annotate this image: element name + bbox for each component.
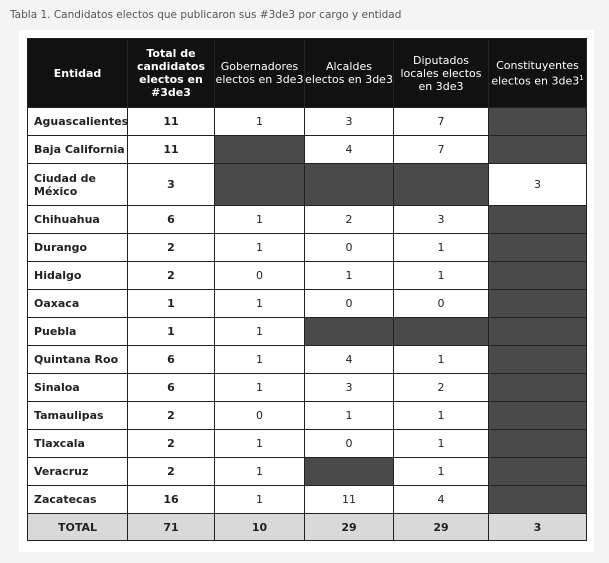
table-row bbox=[28, 458, 587, 486]
cell-constituyentes bbox=[489, 458, 587, 486]
cell-gobernadores: 1 bbox=[215, 458, 305, 486]
cell-total: 1 bbox=[128, 290, 215, 318]
cell-alcaldes bbox=[305, 164, 394, 206]
header-alcaldes: Alcaldes electos en 3de3 bbox=[305, 39, 394, 108]
cell-gobernadores: 1 bbox=[215, 374, 305, 402]
totals-alcaldes: 29 bbox=[305, 514, 394, 541]
cell-diputados bbox=[394, 164, 489, 206]
cell-entidad: Veracruz bbox=[28, 458, 128, 486]
table-row bbox=[28, 374, 587, 402]
table-row bbox=[28, 136, 587, 164]
cell-gobernadores: 1 bbox=[215, 234, 305, 262]
cell-total: 6 bbox=[128, 374, 215, 402]
cell-total: 11 bbox=[128, 136, 215, 164]
cell-entidad: Aguascalientes bbox=[28, 108, 128, 136]
cell-total: 16 bbox=[128, 486, 215, 514]
cell-alcaldes: 3 bbox=[305, 374, 394, 402]
header-entidad: Entidad bbox=[28, 39, 128, 108]
cell-diputados: 1 bbox=[394, 458, 489, 486]
cell-entidad: Zacatecas bbox=[28, 486, 128, 514]
cell-constituyentes bbox=[489, 486, 587, 514]
header-total: Total de candidatos electos en #3de3 bbox=[128, 39, 215, 108]
cell-alcaldes: 0 bbox=[305, 234, 394, 262]
footnote-marker: 1 bbox=[579, 73, 584, 82]
table-row bbox=[28, 346, 587, 374]
cell-entidad: Hidalgo bbox=[28, 262, 128, 290]
cell-total: 1 bbox=[128, 318, 215, 346]
table-row bbox=[28, 262, 587, 290]
table-card bbox=[19, 30, 594, 552]
cell-diputados: 1 bbox=[394, 234, 489, 262]
cell-gobernadores: 1 bbox=[215, 430, 305, 458]
cell-gobernadores: 1 bbox=[215, 290, 305, 318]
cell-alcaldes: 0 bbox=[305, 430, 394, 458]
cell-entidad: Sinaloa bbox=[28, 374, 128, 402]
cell-alcaldes: 4 bbox=[305, 136, 394, 164]
cell-alcaldes: 1 bbox=[305, 402, 394, 430]
cell-entidad: Chihuahua bbox=[28, 206, 128, 234]
cell-gobernadores bbox=[215, 164, 305, 206]
cell-diputados: 1 bbox=[394, 402, 489, 430]
cell-diputados: 4 bbox=[394, 486, 489, 514]
cell-alcaldes: 3 bbox=[305, 108, 394, 136]
table-row bbox=[28, 430, 587, 458]
totals-row bbox=[28, 514, 587, 541]
cell-gobernadores: 1 bbox=[215, 318, 305, 346]
cell-alcaldes: 0 bbox=[305, 290, 394, 318]
cell-constituyentes bbox=[489, 136, 587, 164]
cell-gobernadores: 1 bbox=[215, 486, 305, 514]
cell-total: 2 bbox=[128, 458, 215, 486]
table-body bbox=[28, 108, 587, 514]
table-caption: Tabla 1. Candidatos electos que publicaron sus #3de3 por cargo y entidad bbox=[10, 9, 402, 21]
cell-entidad: Tlaxcala bbox=[28, 430, 128, 458]
cell-entidad: Ciudad de México bbox=[28, 164, 128, 206]
cell-constituyentes bbox=[489, 108, 587, 136]
table-row bbox=[28, 290, 587, 318]
cell-gobernadores: 0 bbox=[215, 262, 305, 290]
table-row bbox=[28, 108, 587, 136]
cell-gobernadores bbox=[215, 136, 305, 164]
cell-diputados: 0 bbox=[394, 290, 489, 318]
cell-total: 6 bbox=[128, 206, 215, 234]
table-header-row bbox=[28, 39, 587, 108]
cell-total: 2 bbox=[128, 262, 215, 290]
cell-constituyentes bbox=[489, 318, 587, 346]
cell-diputados: 3 bbox=[394, 206, 489, 234]
cell-gobernadores: 1 bbox=[215, 346, 305, 374]
table-row bbox=[28, 318, 587, 346]
cell-constituyentes bbox=[489, 430, 587, 458]
cell-entidad: Tamaulipas bbox=[28, 402, 128, 430]
cell-alcaldes bbox=[305, 458, 394, 486]
cell-diputados: 7 bbox=[394, 108, 489, 136]
cell-diputados: 2 bbox=[394, 374, 489, 402]
cell-alcaldes: 11 bbox=[305, 486, 394, 514]
cell-total: 2 bbox=[128, 402, 215, 430]
cell-gobernadores: 1 bbox=[215, 206, 305, 234]
cell-alcaldes: 1 bbox=[305, 262, 394, 290]
cell-alcaldes: 4 bbox=[305, 346, 394, 374]
cell-diputados: 1 bbox=[394, 346, 489, 374]
cell-constituyentes bbox=[489, 234, 587, 262]
totals-total: 71 bbox=[128, 514, 215, 541]
cell-entidad: Durango bbox=[28, 234, 128, 262]
totals-constituyentes: 3 bbox=[489, 514, 587, 541]
cell-entidad: Quintana Roo bbox=[28, 346, 128, 374]
totals-diputados: 29 bbox=[394, 514, 489, 541]
cell-total: 2 bbox=[128, 430, 215, 458]
cell-gobernadores: 1 bbox=[215, 108, 305, 136]
cell-constituyentes bbox=[489, 374, 587, 402]
cell-constituyentes bbox=[489, 262, 587, 290]
table-row bbox=[28, 164, 587, 206]
cell-entidad: Puebla bbox=[28, 318, 128, 346]
cell-constituyentes bbox=[489, 402, 587, 430]
cell-entidad: Oaxaca bbox=[28, 290, 128, 318]
totals-label: TOTAL bbox=[28, 514, 128, 541]
cell-diputados: 1 bbox=[394, 430, 489, 458]
header-diputados: Diputados locales electos en 3de3 bbox=[394, 39, 489, 108]
table-row bbox=[28, 234, 587, 262]
header-constituyentes: Constituyentes electos en $3de3^1$ bbox=[489, 39, 587, 108]
cell-total: 11 bbox=[128, 108, 215, 136]
header-gobernadores: Gobernadores electos en 3de3 bbox=[215, 39, 305, 108]
candidates-table bbox=[27, 38, 587, 541]
table-row bbox=[28, 206, 587, 234]
cell-diputados: 1 bbox=[394, 262, 489, 290]
cell-constituyentes bbox=[489, 206, 587, 234]
cell-total: 2 bbox=[128, 234, 215, 262]
totals-gobernadores: 10 bbox=[215, 514, 305, 541]
cell-constituyentes bbox=[489, 290, 587, 318]
table-row bbox=[28, 402, 587, 430]
cell-entidad: Baja California bbox=[28, 136, 128, 164]
cell-diputados bbox=[394, 318, 489, 346]
cell-alcaldes: 2 bbox=[305, 206, 394, 234]
cell-constituyentes: 3 bbox=[489, 164, 587, 206]
cell-total: 3 bbox=[128, 164, 215, 206]
cell-diputados: 7 bbox=[394, 136, 489, 164]
cell-constituyentes bbox=[489, 346, 587, 374]
cell-total: 6 bbox=[128, 346, 215, 374]
cell-gobernadores: 0 bbox=[215, 402, 305, 430]
table-row bbox=[28, 486, 587, 514]
cell-alcaldes bbox=[305, 318, 394, 346]
